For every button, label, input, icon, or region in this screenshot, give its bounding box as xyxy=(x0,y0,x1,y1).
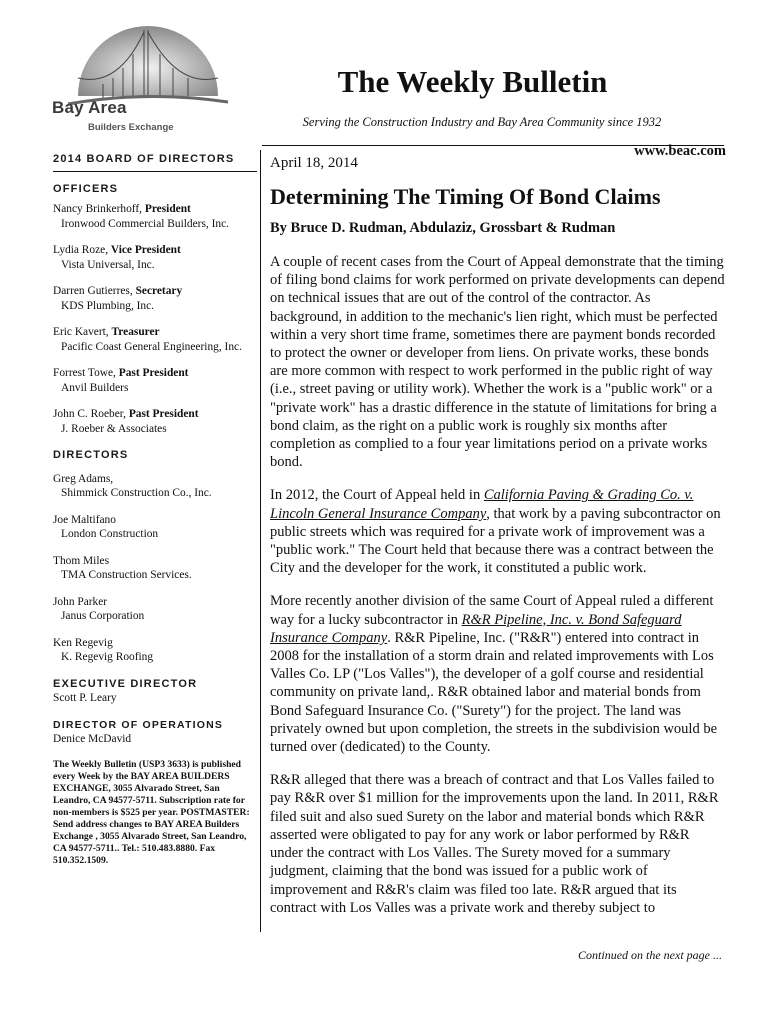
director-entry xyxy=(53,636,253,665)
director-entry xyxy=(53,472,253,501)
director-of-operations-heading: DIRECTOR OF OPERATIONS xyxy=(53,718,224,731)
director-entry xyxy=(53,513,253,542)
logo-text-bay-area: Bay Area xyxy=(52,98,127,117)
article-date: April 18, 2014 xyxy=(270,155,358,171)
officer-title: Treasurer xyxy=(111,326,160,338)
officers-heading: OFFICERS xyxy=(53,182,119,195)
article-paragraph-2 xyxy=(270,486,725,577)
directors-list xyxy=(53,472,253,665)
officer-title: Secretary xyxy=(135,285,183,297)
column-divider xyxy=(260,150,261,932)
director-name: John Parker xyxy=(53,595,108,608)
director-organization: TMA Construction Services. xyxy=(61,569,192,581)
director-entry xyxy=(53,595,253,624)
board-rule xyxy=(53,171,257,172)
officer-entry xyxy=(53,325,253,354)
director-name: Ken Regevig xyxy=(53,636,113,649)
officer-organization: J. Roeber & Associates xyxy=(61,422,167,435)
director-of-operations-name: Denice McDavid xyxy=(53,733,132,745)
paragraph-3-text-a: More recently another division of the same Court of Appeal ruled a different way for a lucky subcontractor in xyxy=(270,593,714,628)
publication-notice: The Weekly Bulletin (USP3 3633) is published every Week by the BAY AREA BUILDERS EXCHANGE, 3055 Alvarado Street, San Leandro, CA 94577-5711. Subscription rate for non-members is $525 per year. POSTMASTER: Send address changes to BAY AREA Builders Exchange , 3055 Alvarado Street, San Leandro, CA 94577-5711.. Tel.: 510.483.8880. Fax 510.352.1509. xyxy=(53,758,250,866)
article-paragraph-4: R&R alleged that there was a breach of contract and that Los Valles failed to pay R&R over $1 million for the improvements upon the land. In 2011, R&R filed suit and also sued Surety on the labor and material bonds which R&R asserted were obligated to pay for any work or labor performed by R&R under the contract with Los Valles. The Surety moved for a summary judgment, claiming that the bond was issued for a public work of improvement and R&R's claim was filed too late. R&R argued that its contract with Los Valles was a private work and thereby subject to xyxy=(270,772,719,916)
officer-entry xyxy=(53,366,253,395)
masthead-title: The Weekly Bulletin xyxy=(337,64,608,99)
director-name: Thom Miles xyxy=(53,554,110,567)
officer-entry xyxy=(53,284,253,313)
article xyxy=(270,155,725,932)
article-byline: By Bruce D. Rudman, Abdulaziz, Grossbart & Rudman xyxy=(270,220,616,236)
paragraph-2-text-a: In 2012, the Court of Appeal held in xyxy=(270,487,484,504)
officer-name: John C. Roeber, xyxy=(53,408,126,420)
officer-entry xyxy=(53,202,253,231)
officer-name: Nancy Brinkerhoff, xyxy=(53,203,142,215)
director-name: Joe Maltifano xyxy=(53,513,116,526)
officer-organization: Anvil Builders xyxy=(61,381,129,394)
officer-organization: Pacific Coast General Engineering, Inc. xyxy=(61,340,242,353)
director-organization: London Construction xyxy=(61,528,159,540)
executive-director-name: Scott P. Leary xyxy=(53,692,117,704)
directors-heading: DIRECTORS xyxy=(53,449,129,461)
article-paragraph-3 xyxy=(270,592,725,756)
officers-list xyxy=(53,202,253,436)
masthead-tagline: Serving the Construction Industry and Bay Area Community since 1932 xyxy=(302,115,662,129)
bay-area-builders-exchange-logo xyxy=(48,18,248,138)
article-headline: Determining The Timing Of Bond Claims xyxy=(270,184,661,209)
officer-title: Past President xyxy=(128,408,199,420)
executive-director-heading: EXECUTIVE DIRECTOR xyxy=(53,677,198,690)
paragraph-3-text-b: . R&R Pipeline, Inc. ("R&R") entered into contract in 2008 for the installation of a storm drain and related improvements with Los Valles Co. LP ("Los Valles"), the developer of a golf course and residential community on private land,. R&R obtained labor and material bonds from Bond Safeguard Insurance Co. ("Surety") for the project. The land was privately owned but upon completion, the streets in the subdivision would be turned over (dedicated) to the County. xyxy=(270,629,718,756)
director-organization: Janus Corporation xyxy=(61,610,145,622)
officer-name: Lydia Roze, xyxy=(53,244,109,256)
officer-name: Darren Gutierres, xyxy=(53,285,133,297)
paragraph-2-text-b: , that work by a paving subcontractor on public streets which was required for a private work of improvement was a "public work." The Court held that because there was a contract between the City and the developer for the work, it constituted a public work. xyxy=(270,505,721,577)
case-citation-rr-pipeline: R&R Pipeline, Inc. v. Bond Safeguard Insurance Company xyxy=(270,611,682,646)
officer-organization: Ironwood Commercial Builders, Inc. xyxy=(61,217,229,230)
officer-entry xyxy=(53,407,253,436)
officer-name: Eric Kavert, xyxy=(53,326,109,338)
officer-organization: KDS Plumbing, Inc. xyxy=(61,299,155,312)
board-sidebar xyxy=(53,152,253,867)
officer-title: Vice President xyxy=(110,244,181,256)
case-citation-california-paving: California Paving & Grading Co. v. Lincoln General Insurance Company xyxy=(270,487,694,522)
director-organization: K. Regevig Roofing xyxy=(61,651,154,663)
logo-text-builders-exchange: Builders Exchange xyxy=(88,122,174,133)
officer-entry xyxy=(53,243,253,272)
director-name: Greg Adams, xyxy=(53,472,114,485)
director-entry xyxy=(53,554,253,583)
board-heading: 2014 BOARD OF DIRECTORS xyxy=(53,153,235,165)
officer-title: Past President xyxy=(118,367,189,379)
officer-title: President xyxy=(144,203,191,215)
director-organization: Shimmick Construction Co., Inc. xyxy=(61,487,212,499)
continued-note: Continued on the next page ... xyxy=(578,948,722,962)
website-link[interactable]: www.beac.com xyxy=(634,143,726,159)
officer-name: Forrest Towe, xyxy=(53,367,116,379)
article-paragraph-1: A couple of recent cases from the Court of Appeal demonstrate that the timing of filing bond claims for work performed on private developments can depend on technical issues that are out of the control of the contractor. As background, in addition to the mechanic's lien right, which must be perfected within a very short time frame, sometimes there are payment bonds recorded to protect the owner or developer from liens. On private works, these bonds are more common with respect to work performed in the public right of way (i.e., street paving or utility work). Whether the work is a "public work" or a "private work" has a drastic difference in the statute of limitations for bring a bond claim, as the right on a public work is roughly six months after completion as complied to a four year limitations period on a private works bond. xyxy=(270,254,725,471)
officer-organization: Vista Universal, Inc. xyxy=(61,258,155,271)
